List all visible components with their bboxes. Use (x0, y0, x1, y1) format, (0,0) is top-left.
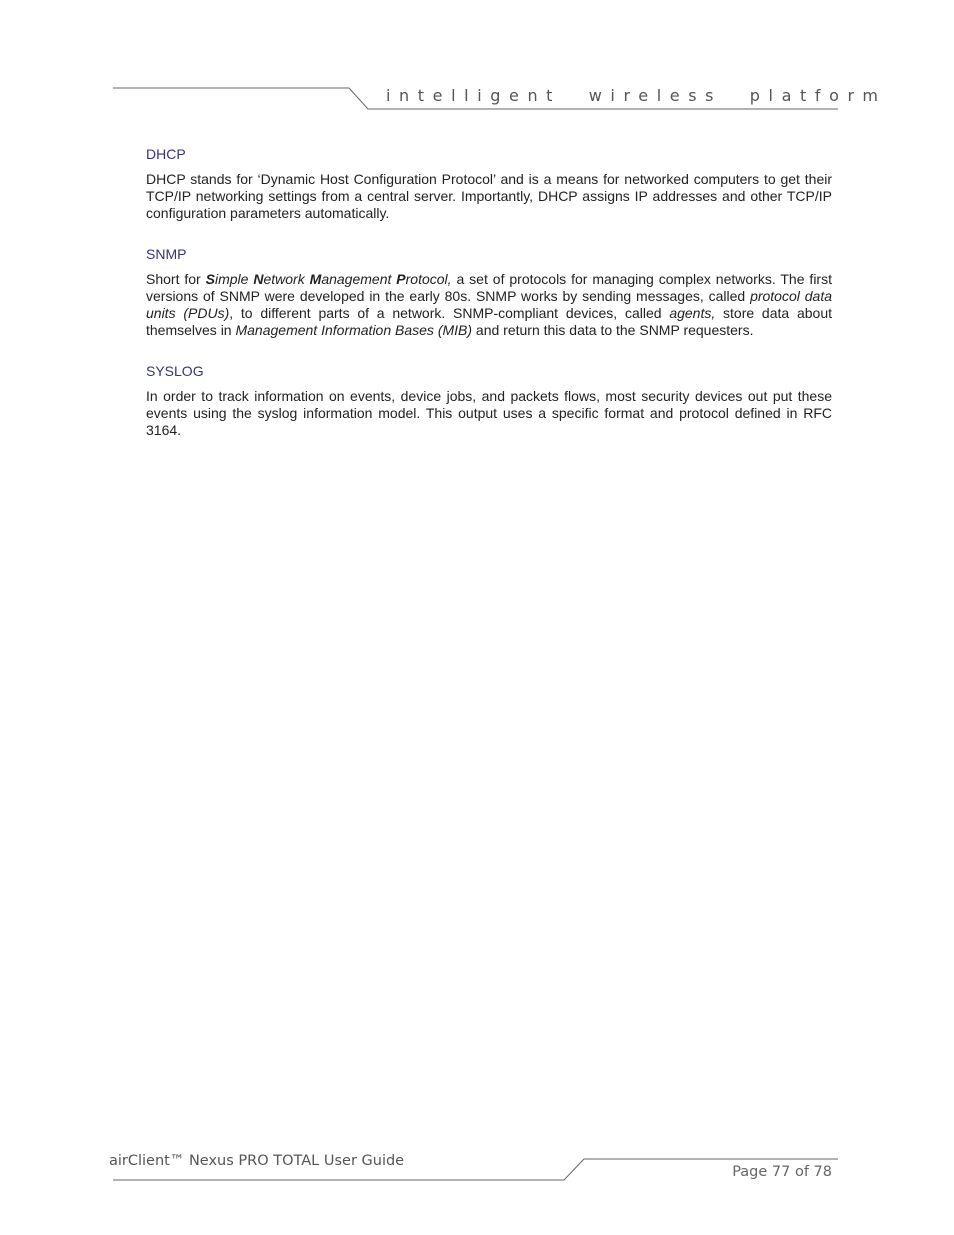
snmp-mib-term: Management Information Bases (MIB) (235, 322, 473, 338)
snmp-text-2: a set of protocols for managing complex networks. The first versions of SNMP were developed in the early 80s. SNMP works by sending messages, called (146, 271, 832, 304)
snmp-word-network: etwork (263, 271, 310, 287)
snmp-letter-s: S (205, 271, 215, 287)
snmp-word-protocol: rotocol, (405, 271, 452, 287)
page-content (146, 146, 832, 463)
snmp-word-simple: imple (214, 271, 254, 287)
snmp-text-4: store data about themselves in (146, 305, 832, 338)
footer-guide-title: airClient™ Nexus PRO TOTAL User Guide (109, 1153, 405, 1169)
snmp-text-5: and return this data to the SNMP requesters. (472, 322, 754, 338)
header-tagline: intelligent wireless platform (386, 86, 887, 105)
section-heading-snmp: SNMP (146, 246, 187, 262)
section-body-syslog: In order to track information on events, device jobs, and packets flows, most security devices out put these events using the syslog information model. This output uses a specific format and protocol defined in RFC 3164. (146, 388, 832, 438)
section-heading-dhcp: DHCP (146, 146, 186, 162)
snmp-text-1: Short for (146, 271, 206, 287)
snmp-pdu-term: protocol data units (PDUs) (146, 288, 832, 321)
header-rule (0, 0, 954, 130)
snmp-letter-n: N (253, 271, 264, 287)
footer-page-number: Page 77 of 78 (732, 1164, 832, 1180)
snmp-word-management: anagement (321, 271, 397, 287)
section-body-dhcp: DHCP stands for ‘Dynamic Host Configuration Protocol’ and is a means for networked computers to get their TCP/IP networking settings from a central server. Importantly, DHCP assigns IP addresses and other TCP/IP configuration parameters automatically. (146, 171, 832, 221)
snmp-agents-term: agents, (669, 305, 716, 321)
section-heading-syslog: SYSLOG (146, 363, 204, 379)
snmp-text-3: , to different parts of a network. SNMP-compliant devices, called (229, 305, 670, 321)
snmp-letter-p: P (396, 271, 406, 287)
section-body-snmp (146, 271, 832, 339)
snmp-letter-m: M (309, 271, 322, 287)
